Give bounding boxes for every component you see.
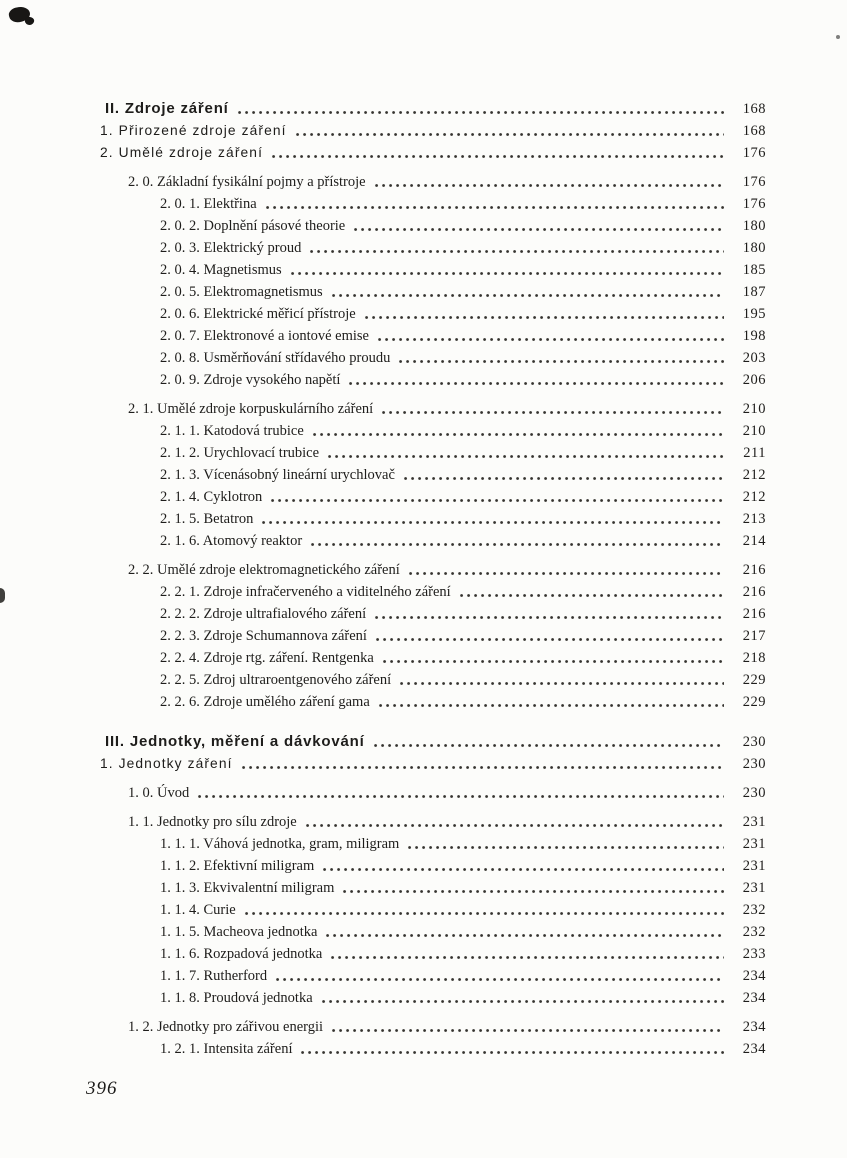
dot-leader — [409, 571, 724, 576]
dot-leader — [332, 293, 724, 298]
toc-entry-row — [100, 302, 766, 324]
toc-entry-page: 216 — [742, 584, 766, 600]
toc-entry-label: 1. 1. 4. Curie — [160, 902, 236, 918]
toc-entry-label: 2. 0. 2. Doplnění pásové theorie — [160, 218, 346, 234]
dot-leader — [382, 410, 724, 415]
toc-entry-row — [100, 141, 766, 163]
toc-heading-row — [100, 730, 766, 752]
toc-entry-row — [100, 1015, 766, 1037]
toc-entry-label: 1. 1. 8. Proudová jednotka — [160, 990, 313, 1006]
toc-entry-page: 212 — [742, 489, 766, 505]
toc-entry-label: 1. Jednotky záření — [100, 756, 233, 771]
dot-leader — [313, 432, 724, 437]
toc-entry-label: 2. 1. 4. Cyklotron — [160, 489, 263, 505]
toc-entry-label: 2. Umělé zdroje záření — [100, 145, 263, 160]
toc-entry-page: 176 — [742, 196, 766, 212]
toc-entry-label: 2. 1. 5. Betatron — [160, 511, 254, 527]
dot-leader — [331, 955, 724, 960]
dot-leader — [460, 593, 724, 598]
toc-entry-label: 1. 2. Jednotky pro zářivou energii — [128, 1019, 324, 1035]
toc-entry-page: 234 — [742, 968, 766, 984]
dot-leader — [272, 154, 724, 159]
dot-leader — [343, 889, 724, 894]
toc-entry-row — [100, 419, 766, 441]
dot-leader — [376, 637, 724, 642]
toc-entry-row — [100, 463, 766, 485]
dot-leader — [323, 867, 724, 872]
toc-entry-page: 213 — [742, 511, 766, 527]
toc-entry-page: 214 — [742, 533, 766, 549]
toc-entry-row — [100, 192, 766, 214]
toc-entry-page: 212 — [742, 467, 766, 483]
toc-entry-page: 168 — [742, 123, 766, 139]
toc-entry-label: 2. 2. Umělé zdroje elektromagnetického záření — [128, 562, 400, 578]
toc-entry-page: 217 — [742, 628, 766, 644]
toc-entry-label: 2. 2. 4. Zdroje rtg. záření. Rentgenka — [160, 650, 374, 666]
dot-leader — [408, 845, 724, 850]
toc-entry-row — [100, 529, 766, 551]
toc-entry-page: 231 — [742, 858, 766, 874]
dot-leader — [296, 132, 724, 137]
dot-leader — [198, 794, 724, 799]
toc-entry-row — [100, 690, 766, 712]
dot-leader — [354, 227, 724, 232]
toc-entry-page: 232 — [742, 902, 766, 918]
toc-entry-page: 230 — [742, 785, 766, 801]
toc-entry-row — [100, 397, 766, 419]
dot-leader — [245, 911, 724, 916]
toc-entry-row — [100, 441, 766, 463]
toc-entry-label: 1. 1. 5. Macheova jednotka — [160, 924, 318, 940]
footer-page-number: 396 — [86, 1078, 118, 1099]
toc-entry-page: 229 — [742, 672, 766, 688]
toc-entry-row — [100, 368, 766, 390]
toc-entry-label: 2. 1. 6. Atomový reaktor — [160, 533, 303, 549]
toc-entry-label: 2. 0. 3. Elektrický proud — [160, 240, 302, 256]
toc-entry-page: 232 — [742, 924, 766, 940]
toc-entry-row — [100, 485, 766, 507]
toc-entry-page: 234 — [742, 1019, 766, 1035]
toc-entry-page: 203 — [742, 350, 766, 366]
toc-entry-row — [100, 752, 766, 774]
toc-entry-label: 2. 2. 1. Zdroje infračerveného a viditelného záření — [160, 584, 451, 600]
toc-list — [100, 97, 766, 1059]
toc-entry-page: 233 — [742, 946, 766, 962]
toc-entry-row — [100, 258, 766, 280]
toc-entry-page: 234 — [742, 990, 766, 1006]
toc-entry-label: 2. 2. 2. Zdroje ultrafialového záření — [160, 606, 367, 622]
toc-heading-row — [100, 97, 766, 119]
dot-leader — [375, 615, 724, 620]
toc-entry-label: 2. 2. 5. Zdroj ultraroentgenového záření — [160, 672, 392, 688]
toc-entry-row — [100, 964, 766, 986]
toc-entry-page: 185 — [742, 262, 766, 278]
toc-entry-page: 230 — [742, 756, 766, 772]
dot-leader — [375, 183, 724, 188]
toc-entry-row — [100, 810, 766, 832]
toc-entry-label: II. Zdroje záření — [105, 100, 229, 117]
toc-entry-row — [100, 580, 766, 602]
toc-entry-row — [100, 986, 766, 1008]
toc-entry-page: 168 — [742, 101, 766, 117]
toc-entry-label: 2. 0. 9. Zdroje vysokého napětí — [160, 372, 341, 388]
toc-entry-label: 1. 1. 1. Váhová jednotka, gram, miligram — [160, 836, 400, 852]
toc-entry-label: 1. 1. Jednotky pro sílu zdroje — [128, 814, 297, 830]
dot-leader — [326, 933, 724, 938]
dot-leader — [311, 542, 724, 547]
toc-entry-label: 2. 0. 5. Elektromagnetismus — [160, 284, 323, 300]
dot-leader — [238, 110, 724, 115]
toc-entry-label: 2. 2. 6. Zdroje umělého záření gama — [160, 694, 370, 710]
toc-entry-page: 216 — [742, 606, 766, 622]
scan-artifact — [24, 16, 35, 27]
toc-entry-row — [100, 624, 766, 646]
toc-entry-row — [100, 558, 766, 580]
scan-artifact — [0, 588, 5, 603]
toc-entry-page: 218 — [742, 650, 766, 666]
toc-entry-row — [100, 876, 766, 898]
dot-leader — [262, 520, 724, 525]
toc-entry-page: 211 — [743, 445, 766, 461]
toc-entry-row — [100, 602, 766, 624]
toc-entry-page: 187 — [742, 284, 766, 300]
toc-entry-page: 230 — [742, 734, 766, 750]
dot-leader — [378, 337, 724, 342]
toc-entry-row — [100, 781, 766, 803]
toc-entry-label: 1. 2. 1. Intensita záření — [160, 1041, 293, 1057]
dot-leader — [379, 703, 724, 708]
toc-entry-row — [100, 119, 766, 141]
dot-leader — [322, 999, 724, 1004]
toc-entry-row — [100, 646, 766, 668]
toc-entry-label: 2. 1. 1. Katodová trubice — [160, 423, 304, 439]
toc-entry-page: 234 — [742, 1041, 766, 1057]
dot-leader — [349, 381, 724, 386]
toc-entry-row — [100, 832, 766, 854]
toc-entry-page: 206 — [742, 372, 766, 388]
toc-entry-label: 2. 0. 8. Usměrňování střídavého proudu — [160, 350, 391, 366]
toc-entry-label: 1. 1. 2. Efektivní miligram — [160, 858, 315, 874]
toc-entry-row — [100, 507, 766, 529]
toc-entry-label: 2. 1. 3. Vícenásobný lineární urychlovač — [160, 467, 395, 483]
toc-entry-row — [100, 668, 766, 690]
dot-leader — [306, 823, 724, 828]
dot-leader — [404, 476, 724, 481]
toc-entry-page: 180 — [742, 240, 766, 256]
toc-entry-row — [100, 1037, 766, 1059]
dot-leader — [332, 1028, 724, 1033]
toc-entry-row — [100, 346, 766, 368]
dot-leader — [383, 659, 724, 664]
dot-leader — [276, 977, 724, 982]
toc-entry-page: 176 — [742, 174, 766, 190]
toc-entry-label: 2. 0. 1. Elektřina — [160, 196, 257, 212]
toc-entry-row — [100, 854, 766, 876]
toc-entry-label: III. Jednotky, měření a dávkování — [105, 733, 365, 750]
dot-leader — [271, 498, 724, 503]
dot-leader — [399, 359, 724, 364]
toc-entry-label: 2. 1. Umělé zdroje korpuskulárního záření — [128, 401, 374, 417]
dot-leader — [374, 743, 724, 748]
toc-entry-page: 231 — [742, 836, 766, 852]
toc-entry-label: 2. 0. 7. Elektronové a iontové emise — [160, 328, 369, 344]
toc-entry-label: 2. 0. 4. Magnetismus — [160, 262, 282, 278]
toc-entry-label: 1. Přirozené zdroje záření — [100, 123, 287, 138]
dot-leader — [400, 681, 724, 686]
toc-entry-label: 2. 1. 2. Urychlovací trubice — [160, 445, 320, 461]
toc-entry-page: 176 — [742, 145, 766, 161]
dot-leader — [266, 205, 724, 210]
toc-entry-label: 1. 1. 6. Rozpadová jednotka — [160, 946, 323, 962]
dot-leader — [242, 765, 724, 770]
toc-entry-page: 180 — [742, 218, 766, 234]
toc-entry-row — [100, 324, 766, 346]
toc-entry-page: 198 — [742, 328, 766, 344]
dot-leader — [301, 1050, 724, 1055]
toc-entry-row — [100, 280, 766, 302]
scan-artifact — [836, 35, 840, 39]
toc-entry-row — [100, 898, 766, 920]
toc-entry-label: 1. 0. Úvod — [128, 785, 190, 801]
toc-entry-label: 2. 0. Základní fysikální pojmy a přístroje — [128, 174, 366, 190]
toc-entry-page: 210 — [742, 401, 766, 417]
dot-leader — [328, 454, 724, 459]
toc-entry-row — [100, 170, 766, 192]
toc-entry-page: 216 — [742, 562, 766, 578]
toc-entry-label: 1. 1. 7. Rutherford — [160, 968, 268, 984]
toc-entry-page: 229 — [742, 694, 766, 710]
toc-entry-page: 231 — [742, 814, 766, 830]
toc-entry-row — [100, 920, 766, 942]
dot-leader — [310, 249, 724, 254]
toc-entry-page: 195 — [742, 306, 766, 322]
toc-entry-label: 2. 0. 6. Elektrické měřicí přístroje — [160, 306, 356, 322]
toc-entry-row — [100, 236, 766, 258]
toc-entry-label: 2. 2. 3. Zdroje Schumannova záření — [160, 628, 367, 644]
dot-leader — [365, 315, 724, 320]
toc-entry-row — [100, 942, 766, 964]
toc-entry-label: 1. 1. 3. Ekvivalentní miligram — [160, 880, 335, 896]
toc-entry-page: 210 — [742, 423, 766, 439]
dot-leader — [291, 271, 724, 276]
toc-entry-page: 231 — [742, 880, 766, 896]
toc-entry-row — [100, 214, 766, 236]
